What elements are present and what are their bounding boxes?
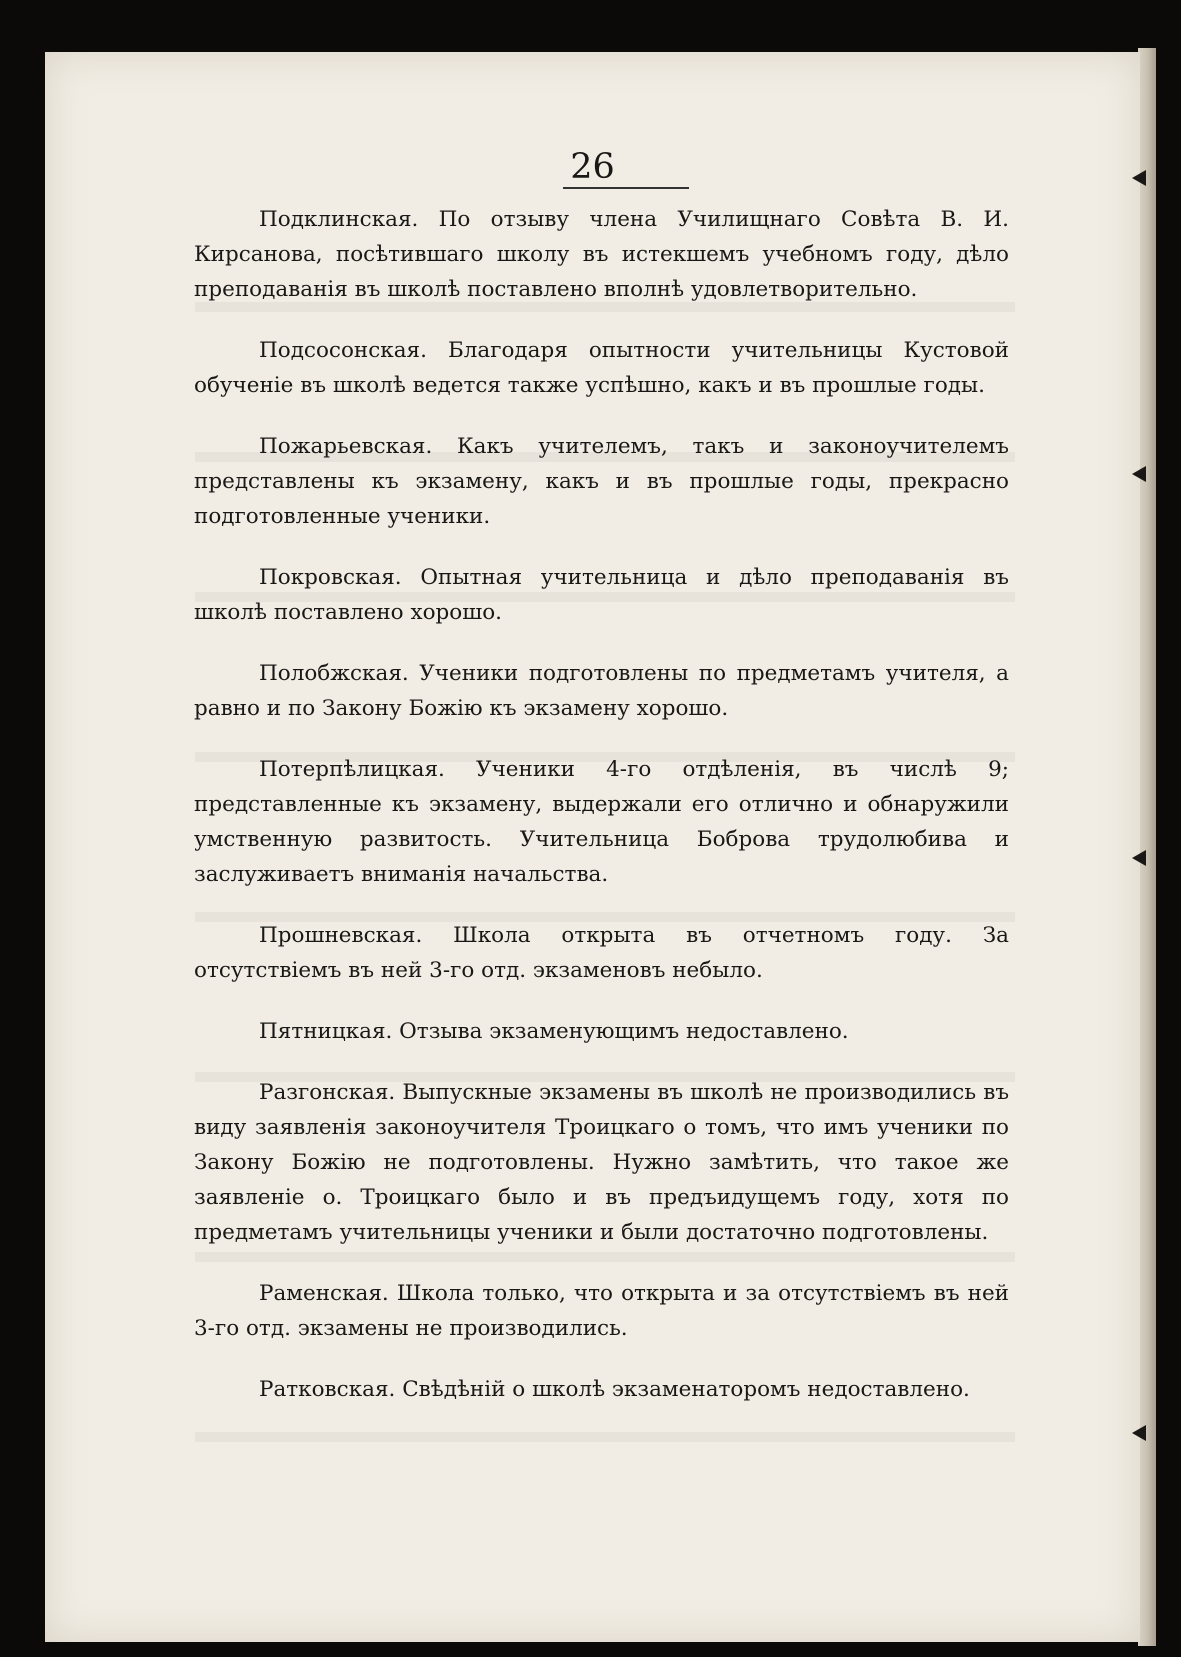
- paragraph-polobzhskaya: Полобжская. Ученики подготовлены по предметамъ учителя, а равно и по Закону Божію къ экзамену хорошо.: [194, 661, 1009, 721]
- body-text: [194, 202, 1009, 1407]
- page-edge: [1138, 48, 1156, 1646]
- binding-notch-icon: [1132, 850, 1146, 866]
- binding-notch-icon: [1132, 170, 1146, 186]
- paragraph-ramenskaya: Раменская. Школа только, что открыта и за отсутствіемъ въ ней 3-го отд. экзамены не производились.: [194, 1281, 1009, 1341]
- paragraph-razgonskaya: Разгонская. Выпускные экзамены въ школѣ не производились въ виду заявленія законоучителя Троицкаго о томъ, что имъ ученики по Закону Божію не подготовлены. Нужно замѣтить, что такое же заявленіе о. Троицкаго было и въ предъидущемъ году, хотя по предметамъ учительницы ученики и были достаточно подготовлены.: [194, 1080, 1009, 1245]
- page-number: 26: [570, 147, 615, 187]
- book-page: [45, 52, 1140, 1642]
- paragraph-podklinskaya: Подклинская. По отзыву члена Училищнаго Совѣта В. И. Кирсанова, посѣтившаго школу въ истекшемъ учебномъ году, дѣло преподаванія въ школѣ поставлено вполнѣ удовлетворительно.: [194, 207, 1009, 302]
- page-number-rule: [563, 187, 689, 189]
- paragraph-podsosonskaya: Подсосонская. Благодаря опытности учительницы Кустовой обученіе въ школѣ ведется также успѣшно, какъ и въ прошлые годы.: [194, 338, 1009, 398]
- paragraph-proshnevskaya: Прошневская. Школа открыта въ отчетномъ году. За отсутствіемъ въ ней 3-го отд. экзаменовъ небыло.: [194, 923, 1009, 983]
- binding-notch-icon: [1132, 1425, 1146, 1441]
- paragraph-pozharevskaya: Пожарьевская. Какъ учителемъ, такъ и законоучителемъ представлены къ экзамену, какъ и въ прошлые годы, прекрасно подготовленные ученики.: [194, 434, 1009, 529]
- paragraph-pokrovskaya: Покровская. Опытная учительница и дѣло преподаванія въ школѣ поставлено хорошо.: [194, 565, 1009, 625]
- paragraph-ratkovskaya: Ратковская. Свѣдѣній о школѣ экзаменаторомъ недоставлено.: [259, 1377, 970, 1402]
- binding-notch-icon: [1132, 466, 1146, 482]
- paragraph-poterpelitskaya: Потерпѣлицкая. Ученики 4-го отдѣленія, въ числѣ 9; представленные къ экзамену, выдержали его отлично и обнаружили умственную развитость. Учительница Боброва трудолюбива и заслуживаетъ вниманія начальства.: [194, 757, 1009, 887]
- paragraph-pyatnitskaya: Пятницкая. Отзыва экзаменующимъ недоставлено.: [259, 1019, 849, 1044]
